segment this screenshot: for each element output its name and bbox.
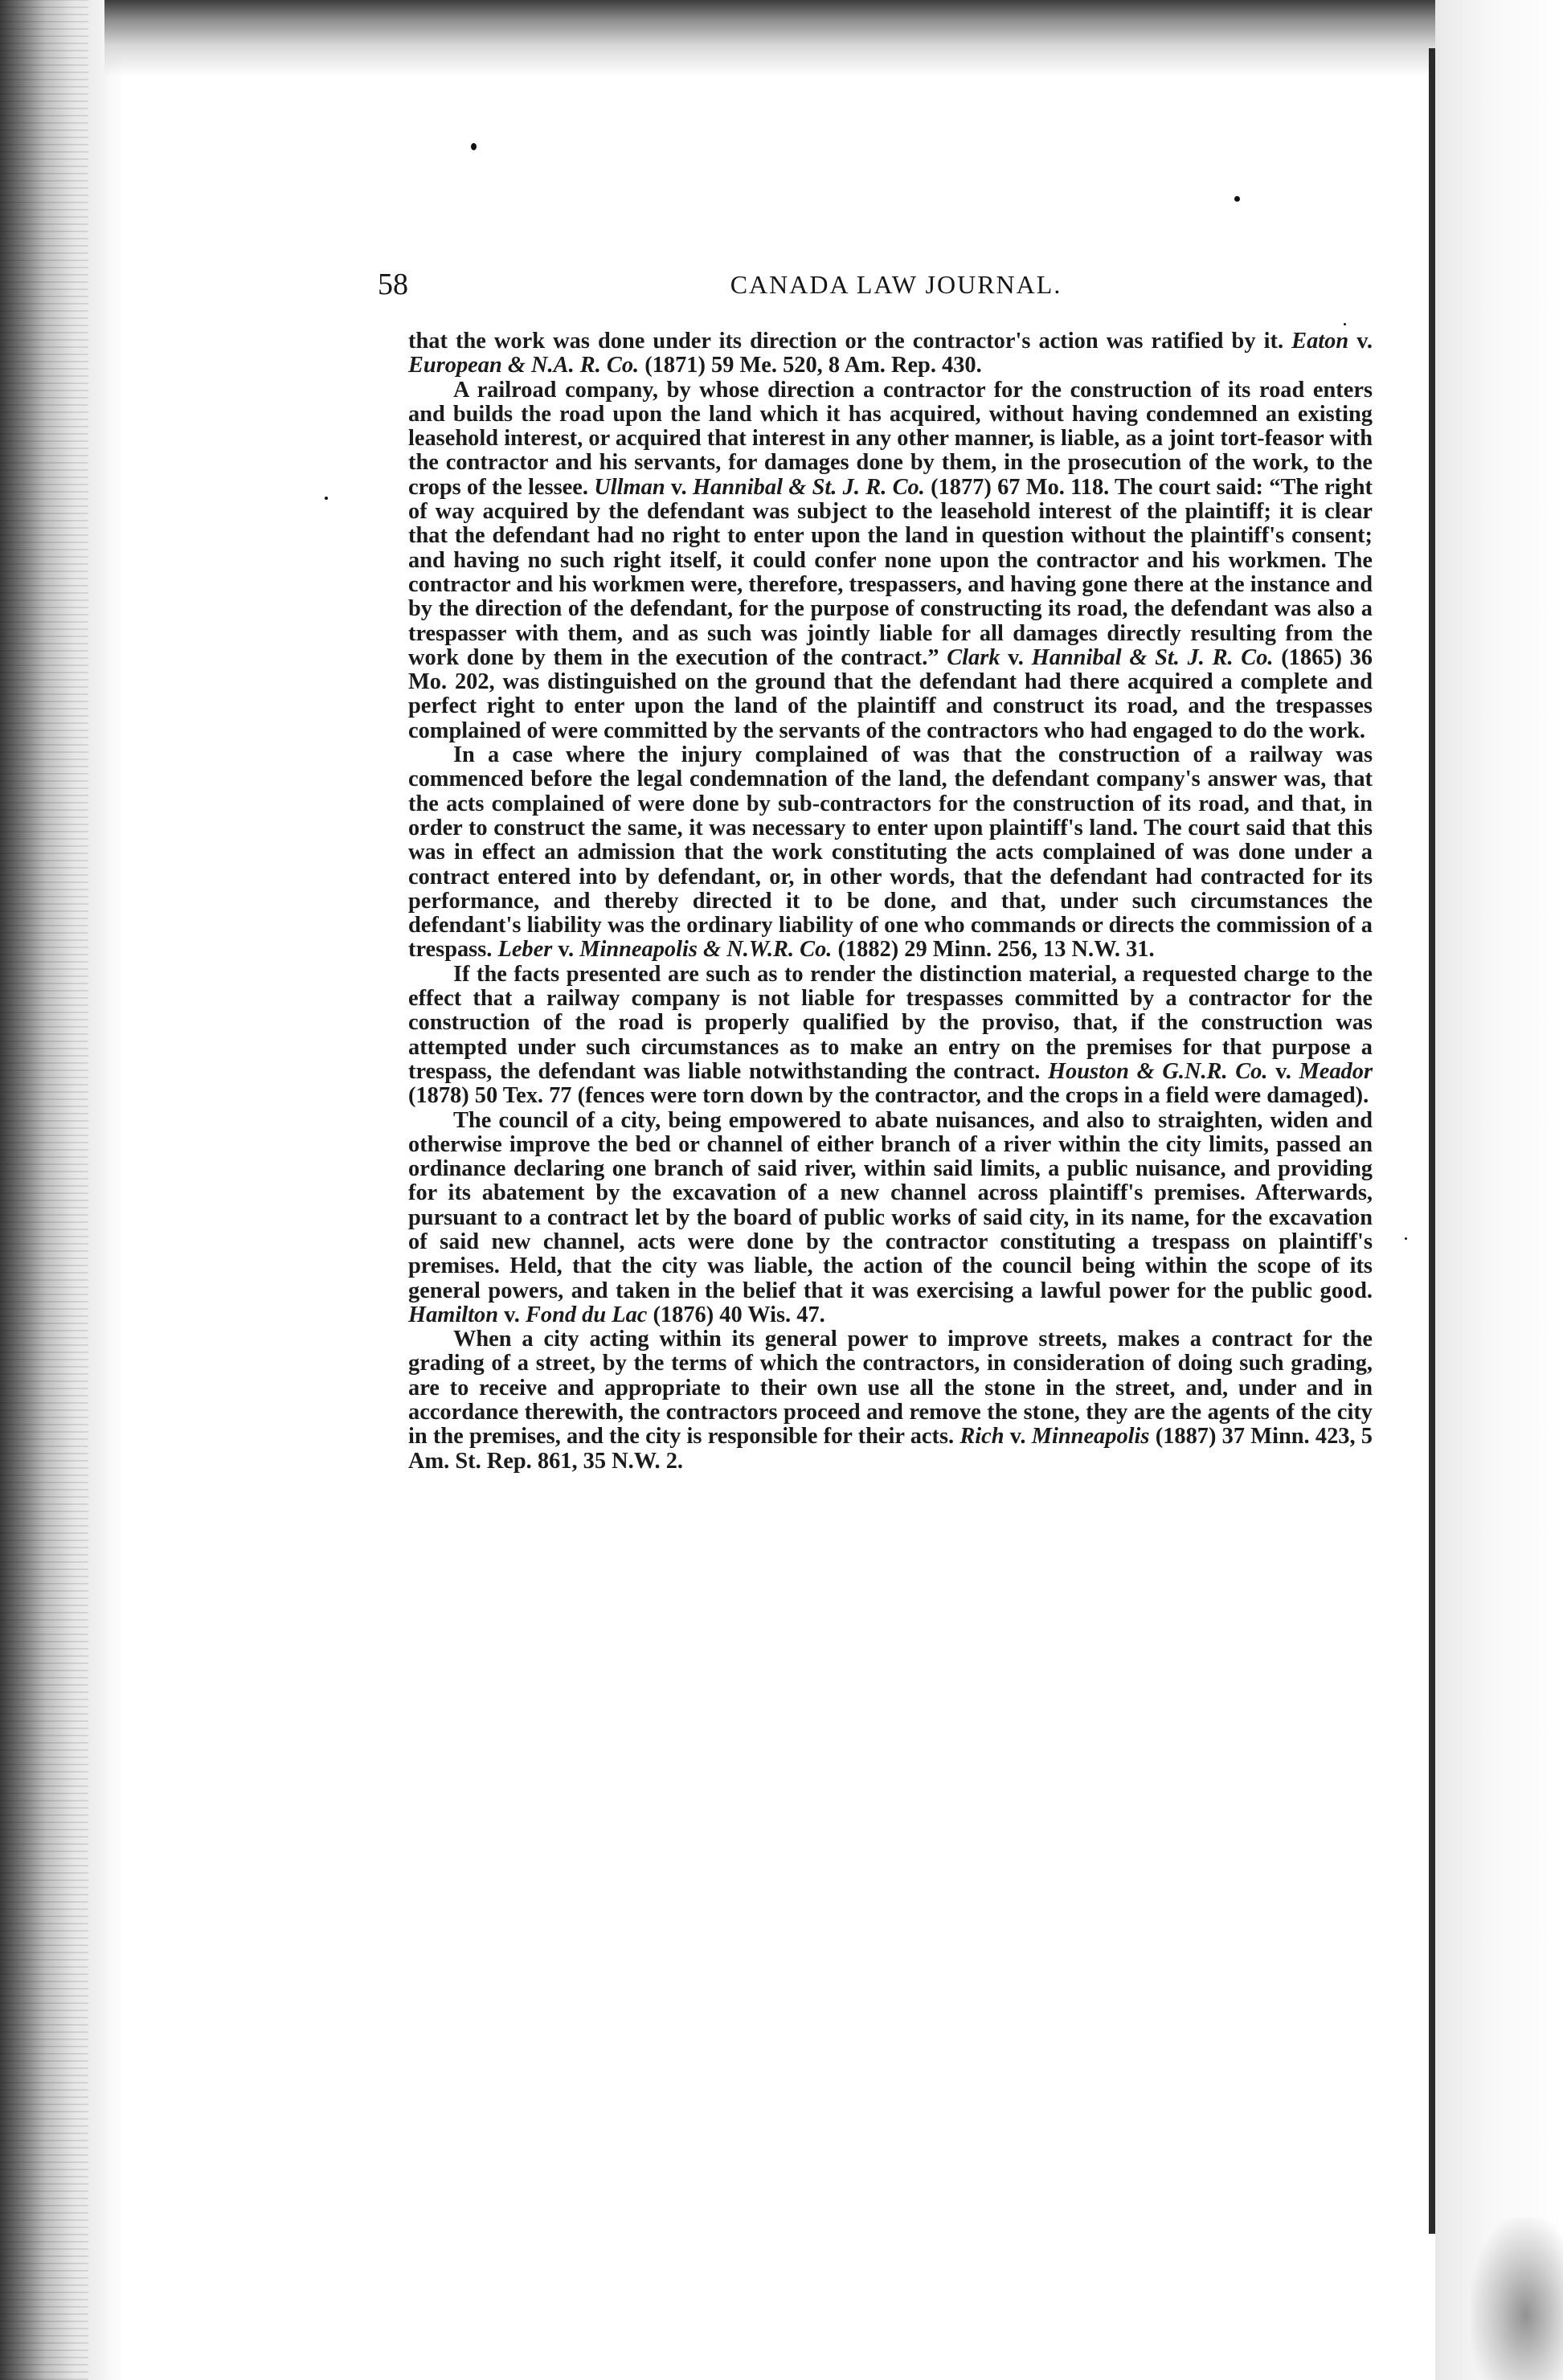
text-run: (1877) 67 Mo. 118. The court said: “The right of way acquired by the defendant was subject to the leasehold interest of the plaintiff; it is clear that the defendant had no right to enter upon the land in question without the plaintiff's consent; and having no such right itself, it could confer none upon the contractor and his workmen. The contractor and his workmen were, therefore, trespassers, and having gone there at the instance and by the direction of the defendant, for the purpose of constructing its road, the defendant was also a trespasser with them, and as such was jointly liable for all damages directly resulting from the work done by them in the execution of the contract.” bbox=[408, 474, 1373, 670]
journal-title: CANADA LAW JOURNAL. bbox=[730, 270, 1062, 299]
paragraph bbox=[408, 963, 1373, 1109]
body-text bbox=[408, 329, 1373, 1474]
text-run: If the facts presented are such as to render the distinction material, a requested charge to the effect that a railway company is not liable for trespasses committed by a contractor for the construction of the road is properly qualified by the proviso, that, if the construction was attempted under such circumstances as to make an entry on the premises for that purpose a trespass, the defendant was liable notwithstanding the contract. bbox=[408, 961, 1373, 1084]
text-run: When a city acting within its general power to improve streets, makes a contract for the grading of a street, by the terms of which the contractors, in consideration of doing such grading, are to receive and appropriate to their own use all the stone in the street, and, under and in accordance therewith, the contractors proceed and remove the stone, they are the agents of the city in the premises, and the city is responsible for their acts. bbox=[408, 1327, 1373, 1450]
page-number: 58 bbox=[378, 268, 408, 301]
case-name: Houston & G.N.R. Co. bbox=[1047, 1058, 1268, 1084]
text-run: (1878) 50 Tex. 77 (fences were torn down by the contractor, and the crops in a field were damaged). bbox=[408, 1083, 1369, 1109]
text-run: v. bbox=[1267, 1058, 1299, 1084]
text-run: v. bbox=[665, 474, 693, 500]
text-run: v. bbox=[1004, 1424, 1032, 1450]
paragraph bbox=[408, 329, 1373, 378]
ink-speck bbox=[325, 497, 328, 500]
text-run: (1876) 40 Wis. 47. bbox=[647, 1302, 825, 1327]
text-run: (1887) 37 Minn. 423, 5 Am. St. Rep. 861, 35 N.W. 2. bbox=[408, 1424, 1373, 1474]
top-page-edge-shadow bbox=[104, 0, 1563, 76]
running-head bbox=[378, 267, 1382, 307]
case-name: Hannibal & St. J. R. Co. bbox=[692, 474, 925, 500]
text-run: v. bbox=[498, 1302, 526, 1327]
case-name: Eaton bbox=[1291, 329, 1349, 354]
case-name: Clark bbox=[947, 644, 1000, 670]
case-name: Leber bbox=[497, 937, 553, 963]
case-name: European & N.A. R. Co. bbox=[408, 353, 640, 378]
ink-speck bbox=[1344, 323, 1346, 325]
text-run: (1865) 36 Mo. 202, was distinguished on the ground that the defendant had there acquired a complete and perfect right to enter upon the land of the plaintiff and construct its road, and the trespasses complained of were committed by the servants of the contractors who had engaged to do the work. bbox=[408, 644, 1373, 743]
ink-speck bbox=[471, 143, 477, 150]
case-name: Ullman bbox=[594, 474, 665, 500]
paragraph bbox=[408, 1327, 1373, 1474]
text-run: The council of a city, being empowered to abate nuisances, and also to straighten, widen and otherwise improve the bed or channel of either branch of a river within the city limits, passed an ordinance declaring one branch of said river, within said limits, a public nuisance, and providing for its abatement by the excavation of a new channel across plaintiff's premises. Afterwards, pursuant to a contract let by the board of public works of said city, in its name, for the excavation of said new channel, acts were done by the contractor constituting a trespass on plaintiff's premises. Held, that the city was liable, the action of the council being within the scope of its general powers, and taken in the belief that it was exercising a lawful power for the public good. bbox=[408, 1107, 1373, 1303]
case-name: Rich bbox=[959, 1424, 1004, 1450]
ink-speck bbox=[1405, 1237, 1407, 1240]
case-name: Fond du Lac bbox=[525, 1302, 648, 1327]
paragraph bbox=[408, 378, 1373, 743]
right-margin-area bbox=[1435, 0, 1563, 2380]
text-run: A railroad company, by whose direction a contractor for the construction of its road enters and builds the road upon the land which it has acquired, without having condemned an existing leasehold interest, or acquired that interest in any other manner, is liable, as a joint tort-feasor with the contractor and his servants, for damages done by them, in the prosecution of the work, to the crops of the lessee. bbox=[408, 377, 1373, 500]
text-run: v. bbox=[1348, 329, 1373, 354]
text-run: (1871) 59 Me. 520, 8 Am. Rep. 430. bbox=[639, 353, 982, 378]
ink-speck bbox=[1234, 196, 1240, 202]
text-run: In a case where the injury complained of was that the construction of a railway was commenced before the legal condemnation of the land, the defendant company's answer was, that the acts complained of were done by sub-contractors for the construction of its road, and that, in order to construct the same, it was necessary to enter upon plaintiff's land. The court said that this was in effect an admission that the work constituting the acts complained of was done under a contract entered into by defendant, or, in other words, that the defendant had contracted for its performance, and thereby directed it to be done, and that, under such circumstances the defendant's liability was the ordinary liability of one who commands or directs the commission of a trespass. bbox=[408, 742, 1373, 963]
gutter-fade bbox=[96, 0, 145, 2380]
case-name: Hannibal & St. J. R. Co. bbox=[1031, 644, 1274, 670]
text-run: v. bbox=[1000, 644, 1032, 670]
case-name: Minneapolis & N.W.R. Co. bbox=[579, 937, 833, 963]
text-run: that the work was done under its direction or the contractor's action was ratified by it. bbox=[408, 329, 1292, 354]
text-run: (1882) 29 Minn. 256, 13 N.W. 31. bbox=[832, 937, 1155, 963]
right-page-edge-line bbox=[1429, 48, 1435, 2234]
binding-stitch-texture bbox=[0, 0, 88, 2380]
case-name: Hamilton bbox=[408, 1302, 499, 1327]
text-run: v. bbox=[552, 937, 580, 963]
paragraph bbox=[408, 743, 1373, 963]
paragraph bbox=[408, 1109, 1373, 1328]
corner-smudge bbox=[1471, 2218, 1563, 2380]
case-name: Meador bbox=[1299, 1058, 1373, 1084]
case-name: Minneapolis bbox=[1031, 1424, 1150, 1450]
